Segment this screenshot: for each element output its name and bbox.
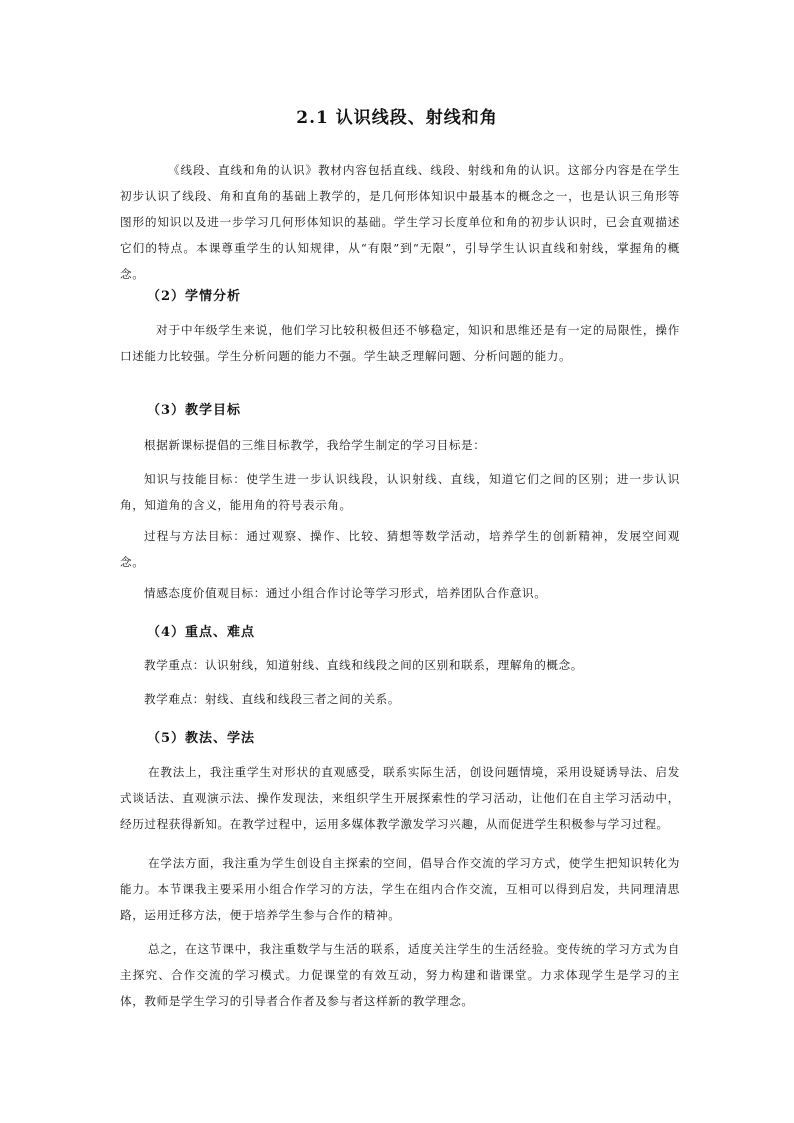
objectives-intro-paragraph: 根据新课标提倡的三维目标教学，我给学生制定的学习目标是： <box>144 438 486 452</box>
intro-paragraph: 《线段、直线和角的认识》教材内容包括直线、线段、射线和角的认识。这部分内容是在学生初步认识了线段、角和直角的基础上教学的，是几何形体知识中最基本的概念之一，也是认识三角形等图形的知识以及进一步学习几何形体知识的基础。学生学习长度单位和角的初步认识时，已会直观描述它们的特点。本课尊重学生的认知规律，从“有限”到“无限”，引导学生认识直线和射线，掌握角的概念。 <box>120 163 680 281</box>
learning-method-paragraph: 在学法方面，我注重为学生创设自主探索的空间，倡导合作交流的学习方式，使学生把知识转化为能力。本节课我主要采用小组合作学习的方法，学生在组内合作交流，互相可以得到启发，共同理清思路，运用迁移方法，便于培养学生参与合作的精神。 <box>120 856 680 922</box>
section-heading-teaching-objectives: （3）教学目标 <box>147 403 242 418</box>
section-heading-methods: （5）教法、学法 <box>147 731 256 746</box>
section-heading-learning-analysis: （2）学情分析 <box>147 289 242 304</box>
knowledge-skill-objective: 知识与技能目标：使学生进一步认识线段，认识射线、直线，知道它们之间的区别；进一步认识角，知道角的含义，能用角的符号表示角。 <box>120 472 680 512</box>
teaching-focus-paragraph: 教学重点：认识射线，知道射线、直线和线段之间的区别和联系，理解角的概念。 <box>144 658 583 672</box>
process-method-objective: 过程与方法目标：通过观察、操作、比较、猜想等数学活动，培养学生的创新精神，发展空间观念。 <box>120 529 680 569</box>
page-title: 2.1 认识线段、射线和角 <box>296 108 498 128</box>
summary-paragraph: 总之，在这节课中，我注重数学与生活的联系，适度关注学生的生活经验。变传统的学习方式为自主探究、合作交流的学习模式。力促课堂的有效互动，努力构建和谐课堂。力求体现学生是学习的主体，教师是学生学习的引导者合作者及参与者这样新的教学理念。 <box>120 942 680 1008</box>
teaching-difficulty-paragraph: 教学难点：射线、直线和线段三者之间的关系。 <box>144 692 401 706</box>
emotion-attitude-objective: 情感态度价值观目标：通过小组合作讨论等学习形式，培养团队合作意识。 <box>144 586 547 600</box>
section-heading-key-points: （4）重点、难点 <box>147 625 256 640</box>
learning-analysis-paragraph: 对于中年级学生来说，他们学习比较积极但还不够稳定，知识和思维还是有一定的局限性，操作口述能力比较强。学生分析问题的能力不强。学生缺乏理解问题、分析问题的能力。 <box>120 323 680 363</box>
teaching-method-paragraph: 在教法上，我注重学生对形状的直观感受，联系实际生活，创设问题情境，采用设疑诱导法、启发式谈话法、直观演示法、操作发现法，来组织学生开展探索性的学习活动，让他们在自主学习活动中，经历过程获得新知。在教学过程中，运用多媒体教学激发学习兴趣，从而促进学生积极参与学习过程。 <box>120 765 680 831</box>
